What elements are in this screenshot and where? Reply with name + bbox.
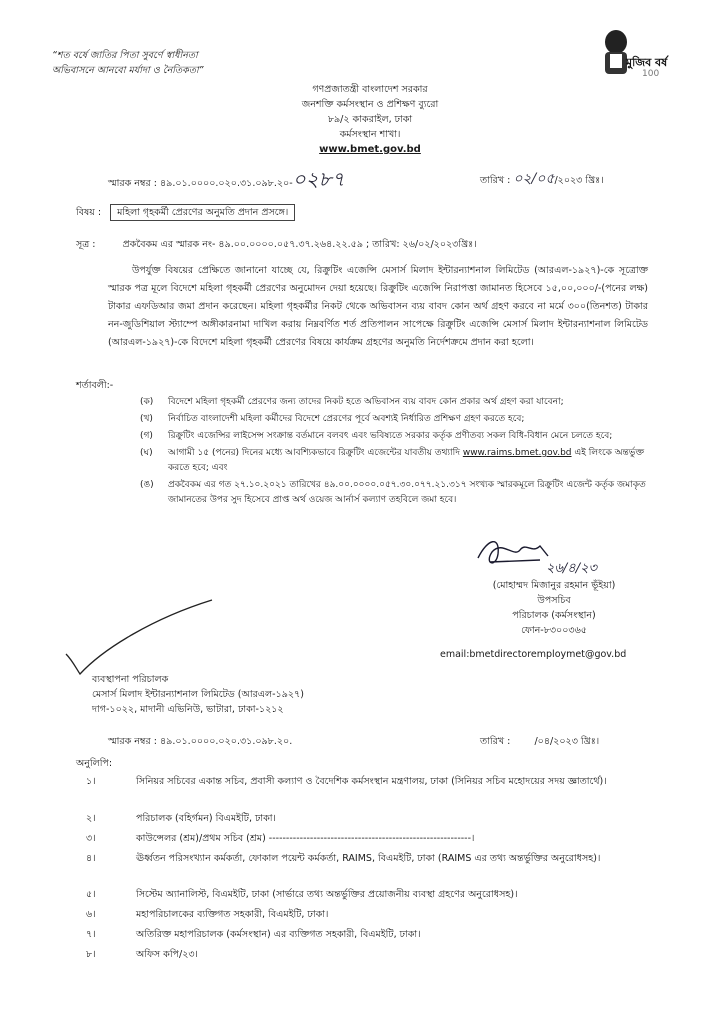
- signer-designation: উপসচিব: [537, 595, 571, 606]
- signer-block: [454, 578, 654, 638]
- condition-item: (ক) বিদেশে মহিলা গৃহকর্মী প্রেরণের জন্য তাদের নিকট হতে অভিবাসন ব্যয় বাবদ কোন প্রকার অর্থ গ্রহণ করা যাবেনা;: [140, 397, 564, 407]
- slogan-line-1: “শত বর্ষে জাতির পিতা সুবর্ণে স্বাধীনতা: [52, 50, 198, 61]
- memo-number-label: স্মারক নম্বর : ৪৯.০১.০০০০.০২০.৩১.০৯৮.২০-: [108, 178, 293, 189]
- header-line-3: ৮৯/২ কাকরাইল, ঢাকা: [327, 114, 413, 125]
- check-mark-icon: [64, 598, 214, 678]
- header-line-4: কর্মসংস্থান শাখা।: [339, 129, 401, 140]
- header-line-2: জনশক্তি কর্মসংস্থান ও প্রশিক্ষণ ব্যুরো: [301, 99, 439, 110]
- header-website-link[interactable]: www.bmet.gov.bd: [319, 144, 421, 155]
- memo-date-suffix: /২০২৩ খ্রিঃ।: [554, 175, 604, 186]
- memo-number-handwritten: ০২৮৭: [292, 167, 345, 191]
- signer-phone: ফোন-৮৩০০৩৬৫: [521, 625, 587, 636]
- condition-item: (ঙ) প্রকবৈকম এর গত ২৭.১০.২০২১ তারিখের ৪৯.০০.০০০০.০৫৭.৩০.০৭৭.২১.৩১৭ সংখ্যক স্মারকমূলে রিক্রুটিং এজেন্ট কর্তৃক জমাকৃত জামানতের উপর সুদ হিসেবে প্রাপ্ত অর্থ ওয়েজ আর্নার্স কল্যাণ তহবিলে জমা হবে।: [140, 480, 646, 505]
- signer-role: পরিচালক (কর্মসংস্থান): [512, 610, 596, 621]
- memo-date: [480, 172, 604, 188]
- memo-date-handwritten: ০২/০৫: [513, 171, 555, 187]
- emblem-label: মুজিব বর্ষ: [626, 56, 668, 69]
- subject-line: [76, 206, 295, 221]
- condition-item: (গ) রিক্রুটিং এজেন্সির লাইসেন্স সংক্রান্ত বর্তমানে বলবৎ এবং ভবিষ্যতে সরকার কর্তৃক প্রণীতব্য সকল বিধি-বিধান মেনে চলতে হবে;: [140, 431, 613, 441]
- recipient-company: মেসার্স মিলাদ ইন্টারন্যাশনাল লিমিটেড (আরএল-১৯২৭): [92, 689, 304, 700]
- condition-item: (খ) নির্বাচিত বাংলাদেশী মহিলা কর্মীদের বিদেশে প্রেরণের পূর্বে অবশ্যই নির্ধারিত প্রশিক্ষণ গ্রহণ করতে হবে;: [140, 414, 525, 424]
- subject-label: বিষয় :: [76, 207, 102, 218]
- body-paragraph: উপর্যুক্ত বিষয়ের প্রেক্ষিতে জানানো যাচ্ছে যে, রিক্রুটিং এজেন্সি মেসার্স মিলাদ ইন্টারন্যাশনাল লিমিটেড (আরএল-১৯২৭)-কে সূত্রোক্ত স্মারক পত্র মূলে বিদেশে মহিলা গৃহকর্মী প্রেরণের অনুমোদন দেয়া হয়েছে। রিক্রুটিং এজেন্সি নিরাপত্তা জামানত হিসেবে ১৫,০০,০০০/-(পনের লক্ষ) টাকার এফডিআর জমা প্রদান করেছেন। মহিলা গৃহকর্মীর নিকট থেকে অভিবাসন ব্যয় বাবদ কোন অর্থ গ্রহণ করবে না মর্মে ৩০০(তিনশত) টাকার নন-জুডিশিয়াল স্ট্যাম্পে অঙ্গীকারনামা দাখিল করায় নিম্নবর্ণিত শর্ত প্রতিপালন সাপেক্ষে রিক্রুটিং এজেন্সি মেসার্স মিলাদ ইন্টারন্যাশনাল লিমিটেড (আরএল-১৯২৭)-কে বিদেশে মহিলা গৃহকর্মী প্রেরণের বিষয়ে কার্যক্রম গ্রহণের অনুমতি নির্দেশক্রমে প্রদান করা হলো।: [108, 265, 648, 348]
- raims-link[interactable]: www.raims.bmet.gov.bd: [462, 448, 572, 458]
- signer-name: (মোহাম্মদ মিজানুর রহমান ভূঁইয়া): [492, 580, 616, 591]
- reference-line: [76, 238, 477, 252]
- conditions-list: [140, 395, 650, 510]
- memo-date-2: তারিখ : /০৪/২০২৩ খ্রিঃ।: [480, 736, 600, 747]
- signer-email[interactable]: email:bmetdirectoremploymet@gov.bd: [440, 649, 627, 660]
- signature-date-handwritten: ২৬/৪/২৩: [546, 561, 598, 576]
- office-header: [230, 82, 510, 157]
- recipient-address: দাগ-১০২২, মাদানী এভিনিউ, ভাটারা, ঢাকা-১২১২: [92, 704, 284, 715]
- svg-text:100: 100: [642, 69, 660, 79]
- cc-heading: অনুলিপি:: [76, 758, 113, 769]
- reference-label: সূত্র :: [76, 239, 96, 250]
- memo-number: [108, 167, 345, 191]
- condition-item: (ঘ) আগামী ১৫ (পনের) দিনের মধ্যে আবশ্যিকভাবে রিক্রুটিং এজেন্টের যাবতীয় তথ্যাদি www.raims.bmet.gov.bd এই লিংকে অন্তর্ভুক্ত করতে হবে; এবং: [140, 448, 645, 473]
- signature-icon: [470, 528, 598, 578]
- header-line-1: গণপ্রজাতন্ত্রী বাংলাদেশ সরকার: [312, 84, 428, 95]
- mujib-100-emblem-icon: [596, 26, 668, 79]
- recipient-title: ব্যবস্থাপনা পরিচালক: [92, 674, 169, 685]
- recipient-block: [92, 672, 304, 717]
- slogan-line-2: অভিবাসনে আনবো মর্যাদা ও নৈতিকতা”: [52, 65, 204, 76]
- slogan-quote: [52, 48, 204, 78]
- memo-number-2: স্মারক নম্বর : ৪৯.০১.০০০০.০২০.৩১.০৯৮.২০.: [108, 736, 293, 747]
- conditions-heading: শর্তাবলী:-: [76, 380, 114, 391]
- reference-text: প্রকবৈকম এর স্মারক নং- ৪৯.০০.০০০০.০৫৭.৩৭.২৬৪.২২.৫৯ ; তারিখ: ২৬/০২/২০২৩খ্রিঃ।: [122, 239, 477, 250]
- subject-text: মহিলা গৃহকর্মী প্রেরণের অনুমতি প্রদান প্রসঙ্গে।: [110, 204, 295, 221]
- memo-date-label: তারিখ :: [480, 175, 511, 186]
- document-page: “শত বর্ষে জাতির পিতা সুবর্ণে স্বাধীনতা অভিবাসনে আনবো মর্যাদা ও নৈতিকতা” মুজিব বর্ষ 100 গণপ্রজাতন্ত্রী বাংলাদেশ সরকার জনশক্তি কর্মসংস্থান ও প্রশিক্ষণ ব্যুরো ৮৯/২ কাকরাইল, ঢাকা কর্মসংস্থান শাখা। www.bmet.gov.bd স্মারক নম্বর : ৪৯.০১.০০০০.০২০.৩১.০৯৮.২০-০২৮৭ তারিখ : ০২/০৫/২০২৩ খ্রিঃ। বিষয় : মহিলা গৃহকর্মী প্রেরণের অনুমতি প্রদান প্রসঙ্গে। সূত্র : প্রকবৈকম এর স্মারক নং- ৪৯.০০.০০০০.০৫৭.৩৭.২৬৪.২২.৫৯ ; তারিখ: ২৬/০২/২০২৩খ্রিঃ। উপর্যুক্ত বিষয়ের প্রেক্ষিতে জানানো যাচ্ছে যে, রিক্রুটিং এজেন্সি মেসার্স মিলাদ ইন্টারন্যাশনাল লিমিটেড (আরএল-১৯২৭)-কে সূত্রোক্ত স্মারক পত্র মূলে বিদেশে মহিলা গৃহকর্মী প্রেরণের অনুমোদন দেয়া হয়েছে। রিক্রুটিং এজেন্সি নিরাপত্তা জামানত হিসেবে ১৫,০০,০০০/-(পনের লক্ষ) টাকার এফডিআর জমা প্রদান করেছেন। মহিলা গৃহকর্মীর নিকট থেকে অভিবাসন ব্যয় বাবদ কোন অর্থ গ্রহণ করবে না মর্মে ৩০০(তিনশত) টাকার নন-জুডিশিয়াল স্ট্যাম্পে অঙ্গীকারনামা দাখিল করায় নিম্নবর্ণিত শর্ত প্রতিপালন সাপেক্ষে রিক্রুটিং এজেন্সি মেসার্স মিলাদ ইন্টারন্যাশনাল লিমিটেড (আরএল-১৯২৭)-কে বিদেশে মহিলা গৃহকর্মী প্রেরণের বিষয়ে কার্যক্রম গ্রহণের অনুমতি নির্দেশক্রমে প্রদান করা হলো। শর্তাবলী:- (ক) বিদেশে মহিলা গৃহকর্মী প্রেরণের জন্য তাদের নিকট হতে অভিবাসন ব্যয় বাবদ কোন প্রকার অর্থ গ্রহণ করা যাবেনা; (খ) নির্বাচিত বাংলাদেশী মহিলা কর্মীদের বিদেশে প্রেরণের পূর্বে অবশ্যই নির্ধারিত প্রশিক্ষণ গ্রহণ করতে হবে; (গ) রিক্রুটিং এজেন্সির লাইসেন্স সংক্রান্ত বর্তমানে বলবৎ এবং ভবিষ্যতে সরকার কর্তৃক প্রণীতব্য সকল বিধি-বিধান মেনে চলতে হবে; (ঘ) আগামী ১৫ (পনের) দিনের মধ্যে আবশ্যিকভাবে রিক্রুটিং এজেন্টের যাবতীয় তথ্যাদি www.raims.bmet.gov.bd এই লিংকে অন্তর্ভুক্ত করতে হবে; এবং (ঙ) প্রকবৈকম এর গত ২৭.১০.২০২১ তারিখের ৪৯.০০.০০০০.০৫৭.৩০.০৭৭.২১.৩১৭ সংখ্যক স্মারকমূলে রিক্রুটিং এজেন্ট কর্তৃক জমাকৃত জামানতের উপর সুদ হিসেবে প্রাপ্ত অর্থ ওয়েজ আর্নার্স কল্যাণ তহবিলে জমা হবে। ২৬/৪/২৩ (মোহাম্মদ মিজানুর রহমান ভূঁইয়া) উপসচিব পরিচালক (কর্মসংস্থান) ফোন-৮৩০০৩৬৫ email:bmetdirectoremploymet@gov.bd ব্যবস্থাপনা পরিচালক মেসার্স মিলাদ ইন্টারন্যাশনাল লিমিটেড (আরএল-১৯২৭) দাগ-১০২২, মাদানী এভিনিউ, ভাটারা, ঢাকা-১২১২ স্মারক নম্বর : ৪৯.০১.০০০০.০২০.৩১.০৯৮.২০. তারিখ : /০৪/২০২৩ খ্রিঃ। অনুলিপি: ১। সিনিয়র সচিবের একান্ত সচিব, প্রবাসী কল্যাণ ও বৈদেশিক কর্মসংস্থান মন্ত্রণালয়, ঢাকা (সিনিয়র সচিব মহোদয়ের সদয় জ্ঞাতার্থে)। ২। পরিচালক (বহির্গমন) বিএমইটি, ঢাকা। ৩। কাউন্সেলর (শ্রম)/প্রথম সচিব (শ্রম) -----------------------------------------------------------। ৪। ঊর্ধ্বতন পরিসংখ্যান কর্মকর্তা, ফোকাল পয়েন্ট কর্মকর্তা, RAIMS, বিএমইটি, ঢাকা (RAIMS এর তথ্য অন্তর্ভুক্তির অনুরোধসহ)। ৫। সিস্টেম অ্যানালিস্ট, বিএমইটি, ঢাকা (সার্ভারে তথ্য অন্তর্ভুক্তির প্রয়োজনীয় ব্যবস্থা গ্রহণের অনুরোধসহ)। ৬। মহাপরিচালকের ব্যক্তিগত সহকারী, বিএমইটি, ঢাকা। ৭। অতিরিক্ত মহাপরিচালক (কর্মসংস্থান) এর ব্যক্তিগত সহকারী, বিএমইটি, ঢাকা। ৮। অফিস কপি/২৩।: [0, 0, 724, 1024]
